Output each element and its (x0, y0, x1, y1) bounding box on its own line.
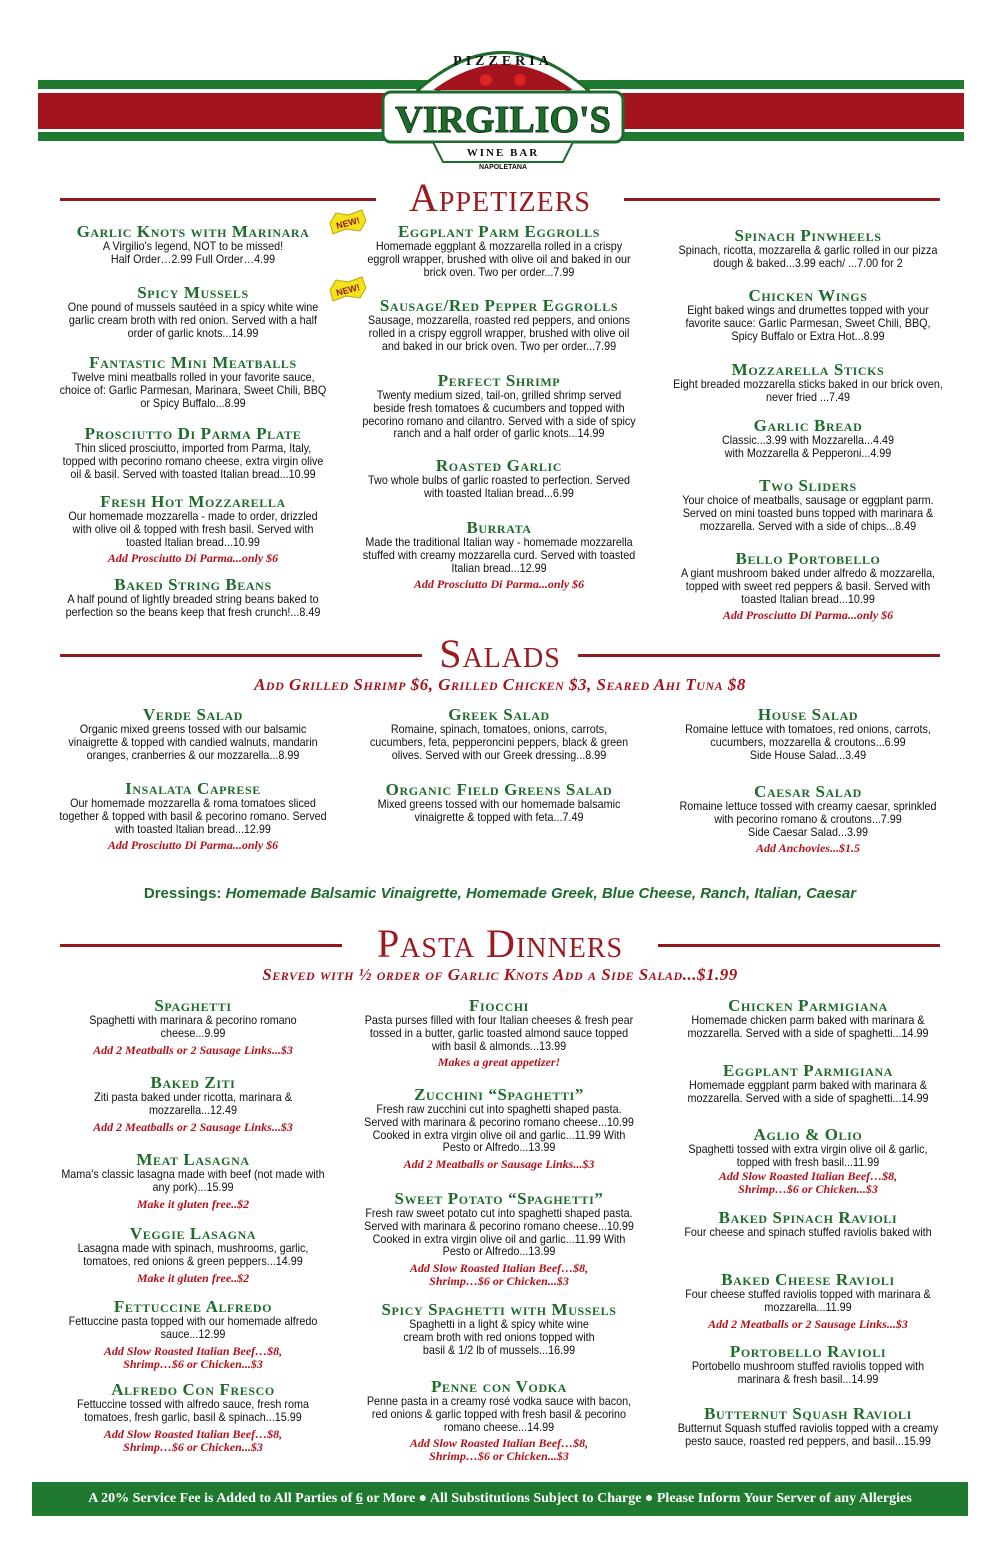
item-name: Sweet Potato “Spaghetti” (394, 1189, 604, 1208)
item-desc: Homemade eggplant parm baked with marinara & mozzarella. Served with a side of spaghetti...14.99 (687, 1079, 929, 1105)
menu-item (662, 705, 954, 762)
item-addon: Make it gluten free..$2 (136, 1196, 250, 1211)
item-name: Baked Cheese Ravioli (721, 1270, 895, 1289)
item-name: Baked Spinach Ravioli (718, 1208, 898, 1227)
item-name: Fiocchi (469, 996, 529, 1015)
item-name: Veggie Lasagna (129, 1224, 257, 1243)
item-desc: Lasagna made with spinach, mushrooms, garlic, tomatoes, red onions & green peppers...14.99 (77, 1242, 309, 1268)
item-name: Aglio & Olio (753, 1125, 863, 1144)
item-desc: Pasta purses filled with four Italian cheeses & fresh pear tossed in a butter, garlic toasted almond sauce topped with basil & almonds...13.99 (364, 1014, 634, 1053)
item-desc: Organic mixed greens tossed with our balsamic vinaigrette & topped with candied walnuts, mandarin oranges, cranberries & our mozzarella...8.99 (68, 723, 318, 762)
item-desc: Thin sliced prosciutto, imported from Parma, Italy, topped with pecorino romano cheese, extra virgin olive oil & basil. Served with toasted Italian bread...10.99 (62, 442, 324, 481)
salads-heading (60, 632, 940, 676)
item-desc: Our homemade mozzarella - made to order, drizzled with olive oil & topped with fresh basil. Served with toasted Italian bread...10.99 (68, 510, 318, 549)
menu-item (352, 1189, 646, 1288)
item-name: Zucchini “Spaghetti” (414, 1085, 584, 1104)
item-desc: A giant mushroom baked under alfredo & mozzarella, topped with sweet red peppers & basil. Served with toasted Italian bread...10.99 (680, 567, 936, 606)
menu-item (662, 286, 954, 343)
pasta-heading (60, 922, 940, 966)
dressings-line (60, 885, 940, 902)
item-name: Organic Field Greens Salad (385, 780, 613, 799)
menu-item (662, 782, 954, 855)
menu-item (662, 360, 954, 405)
item-name: Baked Ziti (150, 1073, 236, 1092)
item-addon: Make it gluten free..$2 (136, 1270, 250, 1285)
item-addon: Add Prosciutto Di Parma...only $6 (722, 608, 894, 623)
item-name: Burrata (466, 518, 532, 537)
item-name: Chicken Wings (748, 286, 868, 305)
item-addon: Add Slow Roasted Italian Beef…$8, Shrimp…$6 or Chicken...$3 (409, 1436, 589, 1464)
menu-item (352, 456, 646, 501)
item-name: Fantastic Mini Meatballs (89, 353, 297, 372)
item-desc: Twenty medium sized, tail-on, grilled shrimp served beside fresh tomatoes & cucumbers and topped with pecorino romano and cilantro. Served with a side of spicy ranch and a half order of garlic knots...14.99 (362, 389, 636, 441)
menu-item (48, 1224, 338, 1285)
item-desc: Four cheese stuffed raviolis topped with marinara & mozzarella...11.99 (685, 1288, 931, 1314)
item-desc: Two whole bulbs of garlic roasted to perfection. Served with toasted Italian bread...6.99 (368, 474, 630, 500)
item-name: Greek Salad (448, 705, 550, 724)
item-addon: Add Slow Roasted Italian Beef…$8, Shrimp…$6 or Chicken...$3 (103, 1426, 283, 1454)
item-desc: Penne pasta in a creamy rosé vodka sauce with bacon, red onions & garlic topped with fresh basil & pecorino romano cheese...14.99 (366, 1395, 632, 1434)
item-name: Eggplant Parm Eggrolls (397, 222, 601, 241)
menu-item (48, 575, 338, 620)
item-name: Bello Portobello (735, 549, 881, 568)
logo-bottom: NAPOLETANA (478, 164, 528, 170)
item-desc: Fresh raw sweet potato cut into spaghetti shaped pasta. Served with marinara & pecorino romano cheese...10.99 Cooked in extra virgin olive oil and garlic...11.99 With Pesto or Alfredo...13.99 (364, 1207, 634, 1259)
menu-item (48, 222, 338, 267)
item-desc: Butternut Squash stuffed raviolis topped with a creamy pesto sauce, roasted red peppers, and basil...15.99 (677, 1422, 939, 1448)
item-name: Roasted Garlic (435, 456, 563, 475)
menu-item (662, 1270, 954, 1331)
item-name: Caesar Salad (754, 782, 862, 801)
item-desc: Fettuccine pasta topped with our homemade alfredo sauce...12.99 (68, 1315, 318, 1341)
menu-item (48, 492, 338, 565)
new-badge-text: NEW! (335, 215, 361, 231)
item-name: Fresh Hot Mozzarella (100, 492, 286, 511)
menu-item (662, 1404, 954, 1449)
menu-item (352, 780, 646, 825)
item-desc: Mama's classic lasagna made with beef (not made with any pork)...15.99 (61, 1168, 325, 1194)
menu-item (48, 996, 338, 1057)
dressings-label: Dressings: (143, 885, 222, 902)
dressings-list: Homemade Balsamic Vinaigrette, Homemade Greek, Blue Cheese, Ranch, Italian, Caesar (225, 885, 857, 902)
item-name: House Salad (757, 705, 859, 724)
item-desc: Romaine lettuce tossed with creamy caesar, sprinkled with pecorino romano & croutons...7.99 Side Caesar Salad...3.99 (679, 800, 937, 839)
pasta-title: Pasta Dinners (376, 921, 624, 966)
menu-item (48, 424, 338, 481)
menu-item (48, 1297, 338, 1371)
item-desc: Fresh raw zucchini cut into spaghetti shaped pasta. Served with marinara & pecorino romano cheese...10.99 Cooked in extra virgin olive oil and garlic...11.99 With Pesto or Alfredo...13.99 (364, 1103, 634, 1155)
logo-name: VIRGILIO'S (395, 99, 611, 141)
item-desc: One pound of mussels sautéed in a spicy white wine garlic cream broth with red onion. Served with a half order of garlic knots...14.99 (67, 301, 319, 340)
menu-item (352, 222, 646, 279)
new-badge-text: NEW! (335, 282, 361, 298)
salads-title: Salads (439, 631, 561, 676)
item-desc: Homemade eggplant & mozzarella rolled in a crispy eggroll wrapper, brushed with olive oil and baked in our brick oven. Two per order...7.99 (367, 240, 631, 279)
menu-item (48, 1150, 338, 1211)
item-desc: Homemade chicken parm baked with marinara & mozzarella. Served with a side of spaghetti...14.99 (687, 1014, 929, 1040)
footer-banner (32, 1482, 968, 1516)
item-name: Verde Salad (143, 705, 243, 724)
menu-item (352, 1085, 646, 1171)
item-desc: Romaine lettuce with tomatoes, red onions, carrots, cucumbers, mozzarella & croutons...6.99 Side House Salad...3.49 (685, 723, 931, 762)
item-addon: Add 2 Meatballs or Sausage Links...$3 (403, 1157, 595, 1172)
menu-item (662, 996, 954, 1041)
item-name: Spicy Mussels (137, 283, 249, 302)
logo-sub: WINE BAR (466, 147, 540, 159)
footer-party-size: 6 (355, 1491, 363, 1506)
item-desc: Made the traditional Italian way - homemade mozzarella stuffed with creamy mozzarella curd. Served with toasted Italian bread...12.99 (362, 536, 636, 575)
footer-text-2: or More ● All Substitutions Subject to Charge ● Please Inform Your Server of any Allergies (362, 1491, 912, 1506)
item-desc: Spaghetti with marinara & pecorino romano cheese...9.99 (89, 1014, 297, 1040)
item-desc: Ziti pasta baked under ricotta, marinara & mozzarella...12.49 (94, 1091, 292, 1117)
menu-item (352, 1300, 646, 1357)
item-desc: Sausage, mozzarella, roasted red peppers, and onions rolled in a crispy eggroll wrapper, brushed with olive oil and baked in our brick oven. Two per order...7.99 (368, 314, 630, 353)
item-name: Portobello Ravioli (729, 1342, 887, 1361)
item-desc: Eight breaded mozzarella sticks baked in our brick oven, never fried ...7.49 (673, 378, 943, 404)
item-desc: Your choice of meatballs, sausage or eggplant parm. Served on mini toasted buns topped with marinara & mozzarella. Served with a side of chips...8.49 (682, 494, 934, 533)
menu-item (662, 1208, 954, 1240)
menu-item (662, 549, 954, 622)
item-name: Baked String Beans (114, 575, 272, 594)
item-desc: Four cheese and spinach stuffed raviolis baked with (684, 1226, 932, 1239)
item-addon: Add Prosciutto Di Parma...only $6 (107, 838, 279, 853)
item-addon: Add Slow Roasted Italian Beef…$8, Shrimp…$6 or Chicken...$3 (103, 1343, 283, 1371)
item-addon: Add 2 Meatballs or 2 Sausage Links...$3 (708, 1316, 908, 1331)
item-name: Alfredo Con Fresco (111, 1380, 275, 1399)
menu-item (352, 296, 646, 353)
item-name: Penne con Vodka (431, 1377, 567, 1396)
item-desc: Spaghetti in a light & spicy white wine cream broth with red onions topped with basil & 1/2 lb of mussels...16.99 (403, 1318, 595, 1357)
menu-item (48, 1073, 338, 1134)
item-name: Butternut Squash Ravioli (704, 1404, 912, 1423)
menu-item (352, 518, 646, 591)
item-name: Sausage/Red Pepper Eggrolls (379, 296, 619, 315)
item-name: Chicken Parmigiana (728, 996, 888, 1015)
item-name: Two Sliders (759, 476, 857, 495)
item-addon: Add Slow Roasted Italian Beef…$8, Shrimp…$6 or Chicken...$3 (718, 1168, 898, 1196)
item-addon: Add Anchovies...$1.5 (756, 841, 860, 856)
item-name: Spicy Spaghetti with Mussels (381, 1300, 617, 1319)
item-name: Meat Lasagna (136, 1150, 250, 1169)
menu-item (662, 1342, 954, 1387)
menu-item (48, 353, 338, 410)
menu-item (662, 1061, 954, 1106)
item-addon: Makes a great appetizer! (437, 1055, 561, 1070)
item-desc: A half pound of lightly breaded string beans baked to perfection so the beans keep that fresh crunch!...8.49 (65, 593, 321, 619)
appetizers-heading (60, 176, 940, 220)
item-desc: Mixed greens tossed with our homemade balsamic vinaigrette & topped with feta...7.49 (377, 798, 621, 824)
item-desc: Classic...3.99 with Mozzarella...4.49 with Mozzarella & Pepperoni...4.99 (722, 434, 894, 460)
item-name: Prosciutto Di Parma Plate (84, 424, 302, 443)
menu-item (352, 1377, 646, 1463)
menu-item (662, 416, 954, 461)
item-name: Insalata Caprese (125, 779, 261, 798)
item-addon: Add 2 Meatballs or 2 Sausage Links...$3 (93, 1042, 293, 1057)
item-name: Garlic Knots with Marinara (76, 222, 310, 241)
appetizers-title: Appetizers (408, 175, 592, 220)
item-desc: Eight baked wings and drumettes topped with your favorite sauce: Garlic Parmesan, Sweet Chili, BBQ, Spicy Buffalo or Extra Hot...8.99 (685, 304, 931, 343)
item-name: Garlic Bread (753, 416, 863, 435)
menu-item (662, 226, 954, 271)
item-name: Fettuccine Alfredo (113, 1297, 273, 1316)
item-name: Spinach Pinwheels (734, 226, 882, 245)
salads-addons: Add Grilled Shrimp $6, Grilled Chicken $3, Seared Ahi Tuna $8 (254, 675, 746, 694)
menu-item (48, 779, 338, 852)
item-name: Perfect Shrimp (437, 371, 561, 390)
menu-item (352, 371, 646, 441)
menu-item (352, 705, 646, 762)
item-name: Spaghetti (154, 996, 232, 1015)
item-desc: Twelve mini meatballs rolled in your favorite sauce, choice of: Garlic Parmesan, Marinara, Sweet Chili, BBQ or Spicy Buffalo...8.99 (59, 371, 327, 410)
item-name: Mozzarella Sticks (731, 360, 885, 379)
item-addon: Add Prosciutto Di Parma...only $6 (413, 577, 585, 592)
item-desc: Spaghetti tossed with extra virgin olive oil & garlic, topped with fresh basil...11.99 (688, 1143, 928, 1169)
item-desc: Our homemade mozzarella & roma tomatoes sliced together & topped with basil & pecorino romano. Served with toasted Italian bread...12.99 (59, 797, 327, 836)
item-addon: Add Slow Roasted Italian Beef…$8, Shrimp…$6 or Chicken...$3 (409, 1261, 589, 1289)
item-desc: A Virgilio's legend, NOT to be missed! Half Order…2.99 Full Order…4.99 (102, 240, 284, 266)
item-addon: Add Prosciutto Di Parma...only $6 (107, 551, 279, 566)
menu-item (662, 476, 954, 533)
item-desc: Romaine, spinach, tomatoes, onions, carrots, cucumbers, feta, pepperoncini peppers, black & green olives. Served with our Greek dressing...8.99 (369, 723, 629, 762)
item-name: Eggplant Parmigiana (722, 1061, 894, 1080)
menu-item (48, 1380, 338, 1454)
menu-item (48, 705, 338, 762)
item-addon: Add 2 Meatballs or 2 Sausage Links...$3 (93, 1119, 293, 1134)
menu-item (352, 996, 646, 1069)
virgilios-logo (378, 20, 628, 170)
item-desc: Portobello mushroom stuffed raviolis topped with marinara & fresh basil...14.99 (691, 1360, 925, 1386)
pasta-note: Served with ½ order of Garlic Knots Add a Side Salad...$1.99 (262, 965, 738, 984)
item-desc: Fettuccine tossed with alfredo sauce, fresh roma tomatoes, fresh garlic, basil & spinach...15.99 (77, 1398, 309, 1424)
menu-item (48, 283, 338, 340)
item-desc: Spinach, ricotta, mozzarella & garlic rolled in our pizza dough & baked...3.99 each/ ...7.00 for 2 (678, 244, 938, 270)
footer-text-1: A 20% Service Fee is Added to All Parties of (88, 1491, 356, 1506)
menu-item (662, 1125, 954, 1196)
logo-top: PIZZERIA (453, 54, 553, 69)
